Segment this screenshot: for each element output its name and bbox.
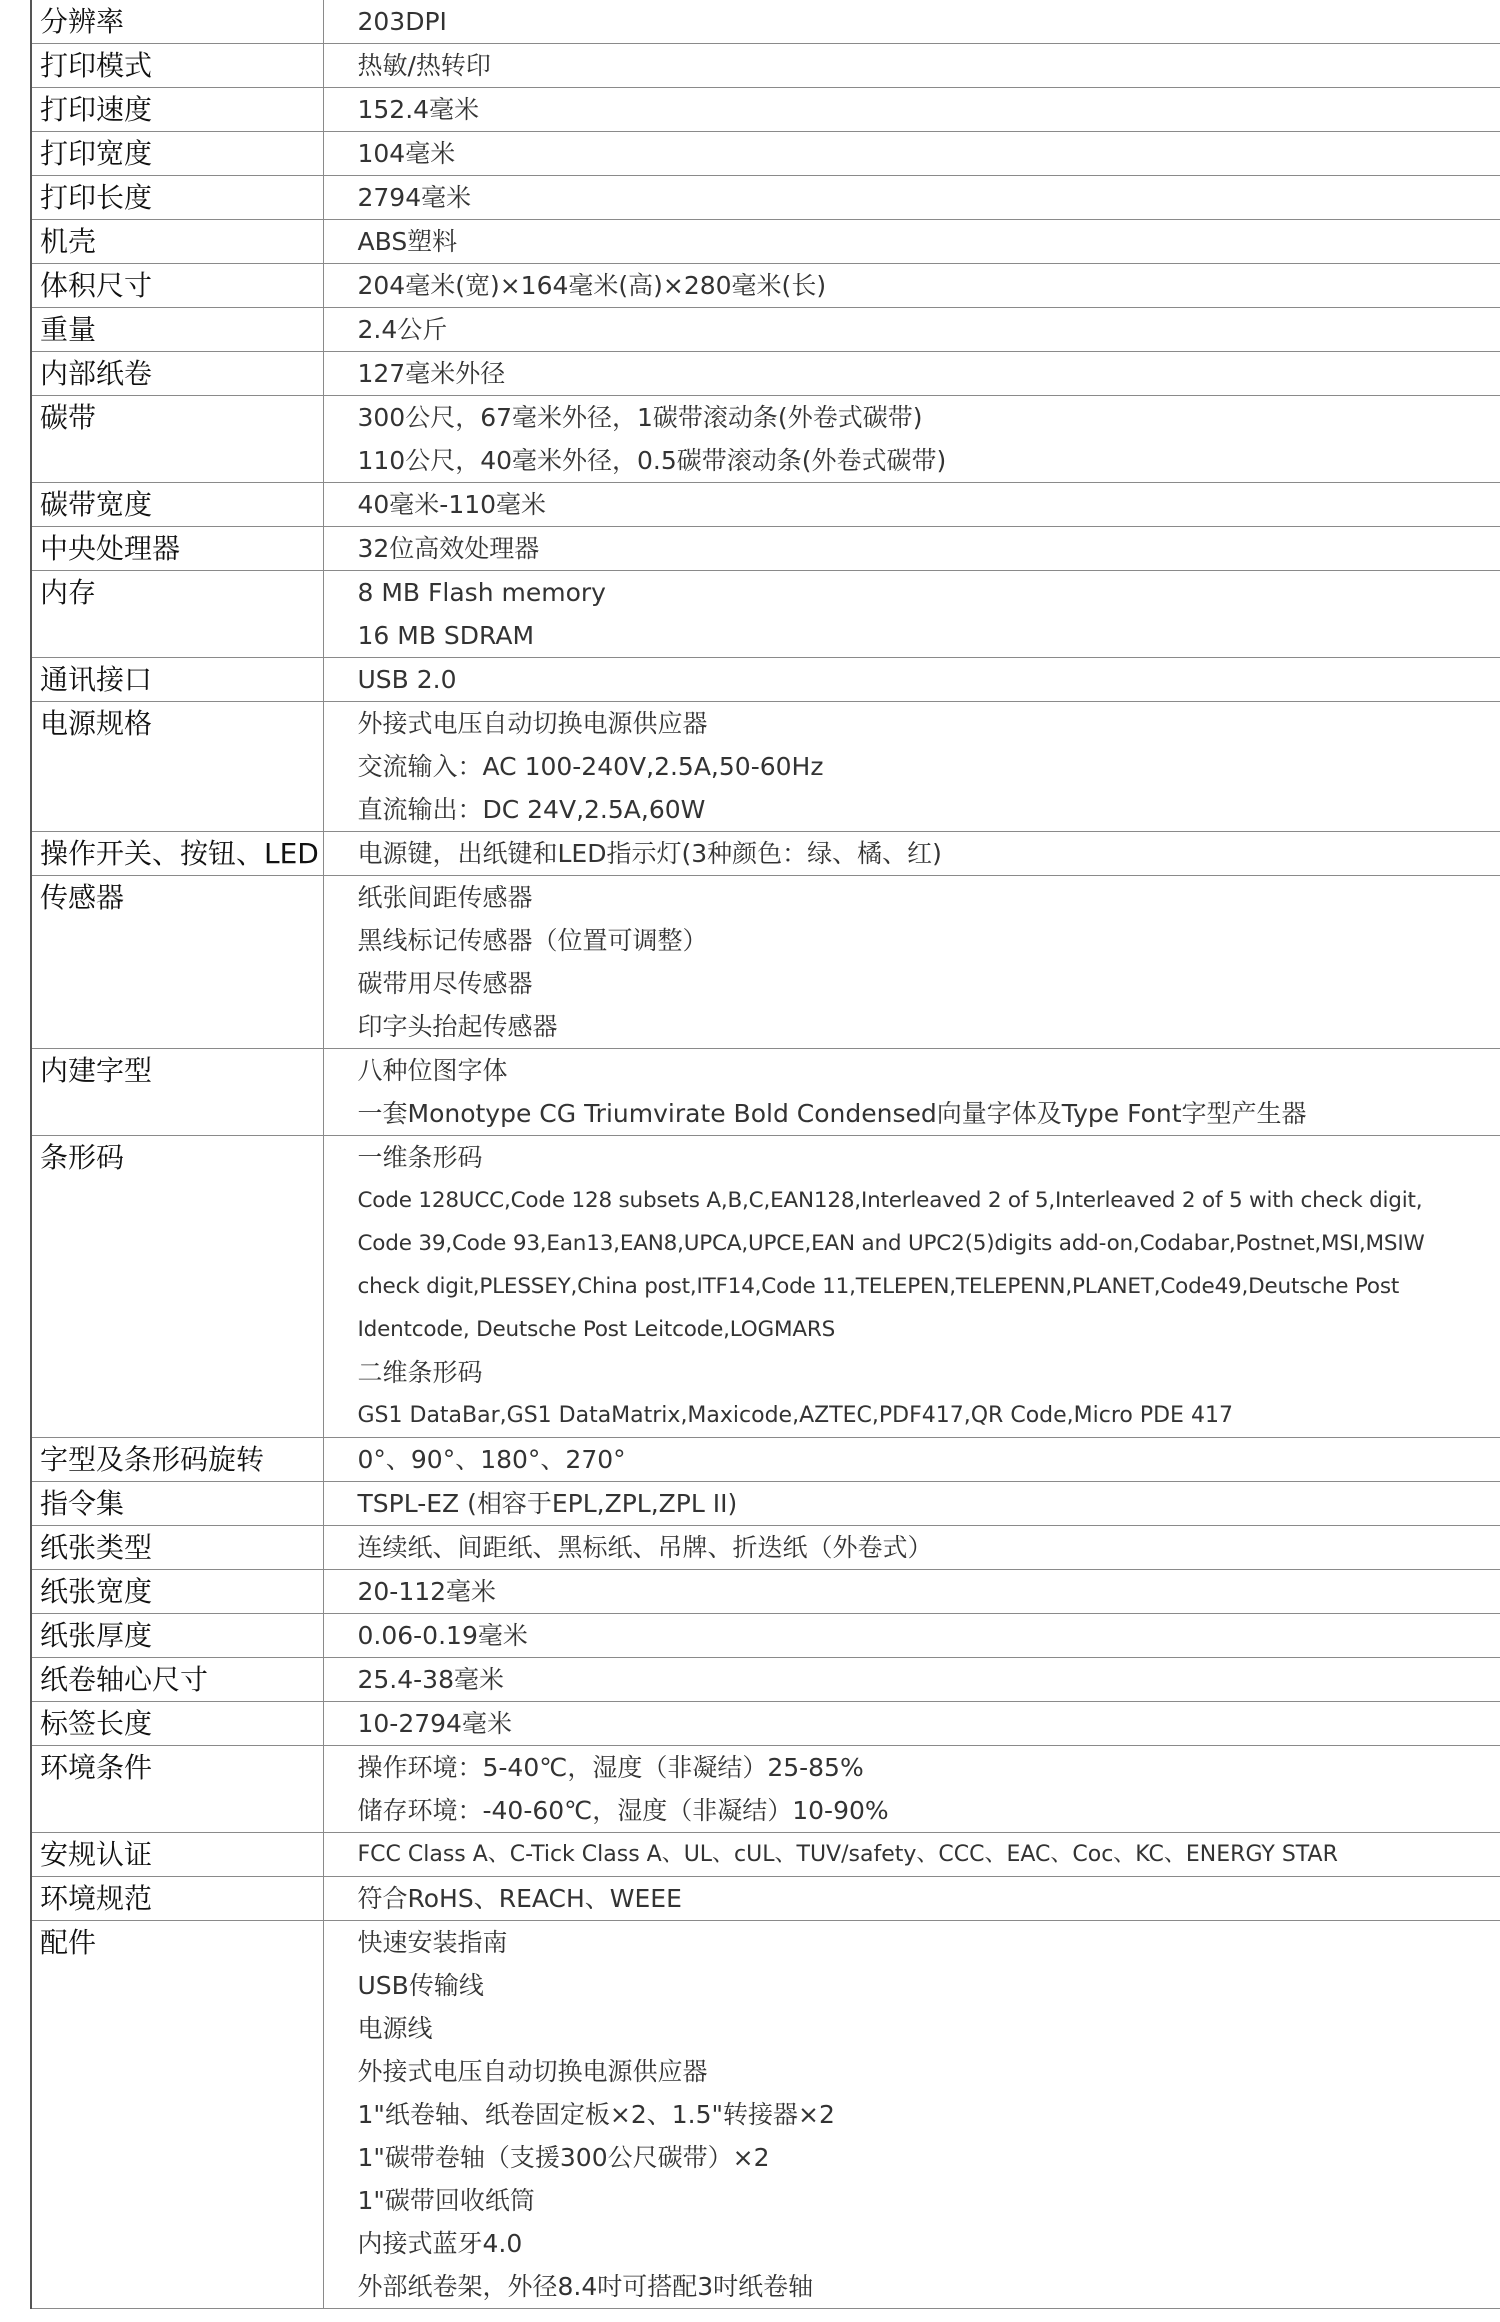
spec-values bbox=[323, 264, 1500, 308]
spec-value-line: 储存环境：-40-60℃，湿度（非凝结）10-90% bbox=[357, 1796, 889, 1825]
spec-row bbox=[31, 1833, 1500, 1877]
spec-row bbox=[31, 1438, 1500, 1482]
spec-values bbox=[323, 1746, 1500, 1833]
spec-value-line: 16 MB SDRAM bbox=[357, 621, 535, 650]
spec-label: 字型及条形码旋转 bbox=[31, 1438, 323, 1482]
spec-row bbox=[31, 396, 1500, 483]
spec-row bbox=[31, 44, 1500, 88]
spec-label: 安规认证 bbox=[31, 1833, 323, 1877]
spec-label: 纸卷轴心尺寸 bbox=[31, 1658, 323, 1702]
spec-value-line: 32位高效处理器 bbox=[357, 534, 540, 563]
spec-values bbox=[323, 1049, 1500, 1136]
spec-row bbox=[31, 308, 1500, 352]
spec-value-line: Identcode, Deutsche Post Leitcode,LOGMARS bbox=[357, 1317, 836, 1342]
spec-values bbox=[323, 1614, 1500, 1658]
spec-values bbox=[323, 352, 1500, 396]
spec-label: 纸张类型 bbox=[31, 1526, 323, 1570]
spec-values bbox=[323, 176, 1500, 220]
spec-values bbox=[323, 1658, 1500, 1702]
spec-row bbox=[31, 1702, 1500, 1746]
spec-label: 打印宽度 bbox=[31, 132, 323, 176]
spec-values bbox=[323, 1877, 1500, 1921]
spec-value-line: 黑线标记传感器（位置可调整） bbox=[357, 926, 708, 955]
spec-table-body bbox=[31, 0, 1500, 2309]
spec-value-line: 纸张间距传感器 bbox=[357, 883, 533, 912]
spec-value-line: 印字头抬起传感器 bbox=[357, 1012, 558, 1041]
spec-label: 内存 bbox=[31, 571, 323, 658]
spec-label: 打印模式 bbox=[31, 44, 323, 88]
spec-value-line: 300公尺，67毫米外径，1碳带滚动条(外卷式碳带) bbox=[357, 403, 923, 432]
spec-label: 碳带 bbox=[31, 396, 323, 483]
spec-row bbox=[31, 1482, 1500, 1526]
spec-value-line: 127毫米外径 bbox=[357, 359, 506, 388]
spec-value-line: 连续纸、间距纸、黑标纸、吊牌、折迭纸（外卷式） bbox=[357, 1533, 933, 1562]
spec-value-line: ABS塑料 bbox=[357, 227, 458, 256]
spec-row bbox=[31, 1136, 1500, 1438]
spec-value-line: 二维条形码 bbox=[357, 1358, 483, 1387]
spec-values bbox=[323, 571, 1500, 658]
spec-value-line: 直流输出：DC 24V,2.5A,60W bbox=[357, 795, 706, 824]
spec-values bbox=[323, 132, 1500, 176]
spec-value-line: 2.4公斤 bbox=[357, 315, 448, 344]
spec-label: 内建字型 bbox=[31, 1049, 323, 1136]
spec-value-line: 1"碳带回收纸筒 bbox=[357, 2186, 535, 2215]
spec-label: 纸张厚度 bbox=[31, 1614, 323, 1658]
spec-row bbox=[31, 1877, 1500, 1921]
spec-value-line: 40毫米-110毫米 bbox=[357, 490, 547, 519]
spec-values bbox=[323, 1526, 1500, 1570]
spec-values bbox=[323, 1921, 1500, 2309]
spec-value-line: 交流输入：AC 100-240V,2.5A,50-60Hz bbox=[357, 752, 824, 781]
spec-row bbox=[31, 1049, 1500, 1136]
spec-value-line: Code 39,Code 93,Ean13,EAN8,UPCA,UPCE,EAN and UPC2(5)digits add-on,Codabar,Postnet,MSI,MSIW bbox=[357, 1231, 1425, 1256]
spec-values bbox=[323, 1438, 1500, 1482]
spec-value-line: TSPL-EZ (相容于EPL,ZPL,ZPL II) bbox=[357, 1489, 738, 1518]
spec-value-line: 204毫米(宽)×164毫米(高)×280毫米(长) bbox=[357, 271, 827, 300]
spec-values bbox=[323, 44, 1500, 88]
spec-label: 操作开关、按钮、LED bbox=[31, 832, 323, 876]
spec-value-line: 一套Monotype CG Triumvirate Bold Condensed向量字体及Type Font字型产生器 bbox=[357, 1099, 1307, 1128]
spec-value-line: 外接式电压自动切换电源供应器 bbox=[357, 709, 708, 738]
spec-row bbox=[31, 1570, 1500, 1614]
spec-values bbox=[323, 483, 1500, 527]
spec-values bbox=[323, 832, 1500, 876]
spec-label: 打印速度 bbox=[31, 88, 323, 132]
spec-row bbox=[31, 0, 1500, 44]
spec-table bbox=[30, 0, 1500, 2309]
spec-label: 标签长度 bbox=[31, 1702, 323, 1746]
spec-values bbox=[323, 702, 1500, 832]
spec-row bbox=[31, 483, 1500, 527]
spec-label: 打印长度 bbox=[31, 176, 323, 220]
spec-row bbox=[31, 832, 1500, 876]
spec-values bbox=[323, 396, 1500, 483]
spec-value-line: 10-2794毫米 bbox=[357, 1709, 512, 1738]
spec-row bbox=[31, 702, 1500, 832]
spec-row bbox=[31, 658, 1500, 702]
spec-row bbox=[31, 176, 1500, 220]
spec-row bbox=[31, 1921, 1500, 2309]
spec-values bbox=[323, 220, 1500, 264]
spec-values bbox=[323, 88, 1500, 132]
spec-row bbox=[31, 1746, 1500, 1833]
spec-row bbox=[31, 1526, 1500, 1570]
spec-label: 环境规范 bbox=[31, 1877, 323, 1921]
spec-value-line: check digit,PLESSEY,China post,ITF14,Code 11,TELEPEN,TELEPENN,PLANET,Code49,Deutsche Post bbox=[357, 1274, 1400, 1299]
spec-values bbox=[323, 1136, 1500, 1438]
spec-row bbox=[31, 264, 1500, 308]
spec-row bbox=[31, 1614, 1500, 1658]
spec-values bbox=[323, 1570, 1500, 1614]
spec-value-line: 一维条形码 bbox=[357, 1143, 483, 1172]
spec-value-line: 碳带用尽传感器 bbox=[357, 969, 533, 998]
spec-values bbox=[323, 1482, 1500, 1526]
spec-values bbox=[323, 658, 1500, 702]
spec-value-line: 快速安装指南 bbox=[357, 1928, 508, 1957]
spec-label: 传感器 bbox=[31, 876, 323, 1049]
spec-value-line: 内接式蓝牙4.0 bbox=[357, 2229, 523, 2258]
spec-value-line: 电源键，出纸键和LED指示灯(3种颜色：绿、橘、红) bbox=[357, 839, 942, 868]
spec-label: 配件 bbox=[31, 1921, 323, 2309]
spec-value-line: 25.4-38毫米 bbox=[357, 1665, 504, 1694]
spec-value-line: 2794毫米 bbox=[357, 183, 472, 212]
spec-label: 碳带宽度 bbox=[31, 483, 323, 527]
spec-values bbox=[323, 527, 1500, 571]
spec-value-line: FCC Class A、C-Tick Class A、UL、cUL、TUV/safety、CCC、EAC、Coc、KC、ENERGY STAR bbox=[357, 1842, 1338, 1867]
spec-value-line: 0.06-0.19毫米 bbox=[357, 1621, 528, 1650]
spec-value-line: 1"纸卷轴、纸卷固定板×2、1.5"转接器×2 bbox=[357, 2100, 835, 2129]
spec-value-line: 外接式电压自动切换电源供应器 bbox=[357, 2057, 708, 2086]
spec-value-line: 104毫米 bbox=[357, 139, 456, 168]
spec-value-line: 操作环境：5-40℃，湿度（非凝结）25-85% bbox=[357, 1753, 864, 1782]
spec-value-line: 8 MB Flash memory bbox=[357, 578, 606, 607]
spec-label: 条形码 bbox=[31, 1136, 323, 1438]
spec-value-line: 符合RoHS、REACH、WEEE bbox=[357, 1884, 682, 1913]
spec-row bbox=[31, 1658, 1500, 1702]
spec-value-line: 电源线 bbox=[357, 2014, 433, 2043]
spec-label: 机壳 bbox=[31, 220, 323, 264]
spec-row bbox=[31, 88, 1500, 132]
spec-value-line: 1"碳带卷轴（支援300公尺碳带）×2 bbox=[357, 2143, 770, 2172]
spec-label: 分辨率 bbox=[31, 0, 323, 44]
spec-values bbox=[323, 1702, 1500, 1746]
spec-values bbox=[323, 876, 1500, 1049]
spec-row bbox=[31, 352, 1500, 396]
spec-row bbox=[31, 527, 1500, 571]
spec-value-line: 0°、90°、180°、270° bbox=[357, 1445, 626, 1474]
spec-label: 纸张宽度 bbox=[31, 1570, 323, 1614]
spec-label: 重量 bbox=[31, 308, 323, 352]
spec-value-line: 110公尺，40毫米外径，0.5碳带滚动条(外卷式碳带) bbox=[357, 446, 947, 475]
spec-value-line: USB传输线 bbox=[357, 1971, 484, 2000]
spec-values bbox=[323, 0, 1500, 44]
spec-label: 电源规格 bbox=[31, 702, 323, 832]
spec-row bbox=[31, 876, 1500, 1049]
spec-label: 环境条件 bbox=[31, 1746, 323, 1833]
spec-row bbox=[31, 132, 1500, 176]
spec-label: 内部纸卷 bbox=[31, 352, 323, 396]
spec-row bbox=[31, 220, 1500, 264]
spec-value-line: 152.4毫米 bbox=[357, 95, 480, 124]
spec-values bbox=[323, 1833, 1500, 1877]
spec-value-line: 热敏/热转印 bbox=[357, 51, 491, 80]
spec-value-line: Code 128UCC,Code 128 subsets A,B,C,EAN128,Interleaved 2 of 5,Interleaved 2 of 5 with check digit, bbox=[357, 1188, 1423, 1213]
spec-value-line: 外部纸卷架，外径8.4吋可搭配3吋纸卷轴 bbox=[357, 2272, 814, 2301]
spec-value-line: USB 2.0 bbox=[357, 665, 457, 694]
spec-value-line: 八种位图字体 bbox=[357, 1056, 508, 1085]
spec-value-line: GS1 DataBar,GS1 DataMatrix,Maxicode,AZTEC,PDF417,QR Code,Micro PDE 417 bbox=[357, 1403, 1233, 1428]
spec-label: 中央处理器 bbox=[31, 527, 323, 571]
spec-label: 指令集 bbox=[31, 1482, 323, 1526]
spec-values bbox=[323, 308, 1500, 352]
spec-row bbox=[31, 571, 1500, 658]
spec-value-line: 20-112毫米 bbox=[357, 1577, 497, 1606]
spec-label: 通讯接口 bbox=[31, 658, 323, 702]
spec-value-line: 203DPI bbox=[357, 7, 447, 36]
spec-label: 体积尺寸 bbox=[31, 264, 323, 308]
